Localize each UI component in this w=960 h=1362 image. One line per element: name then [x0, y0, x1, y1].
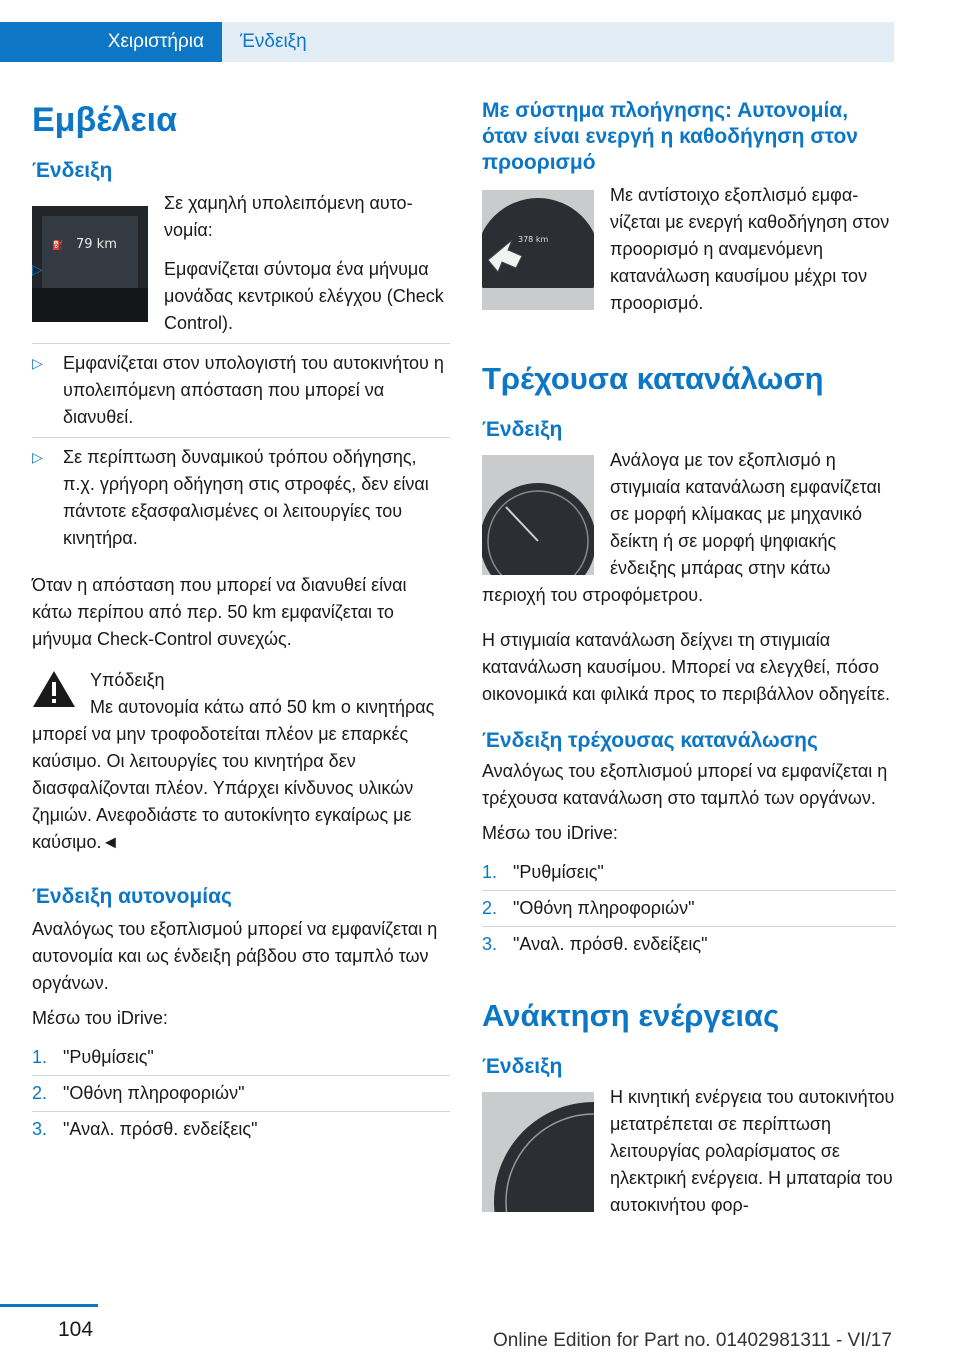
regen-text: Η κινητική ενέργεια του αυτοκινήτου μετατρέπεται σε περίπτωση λειτουργίας ρολαρίσματος σε ηλεκτρική ενέργεια. Η μπαταρία του αυτοκινήτου φορ- [610, 1087, 895, 1215]
consumption-text: Ανάλογα με τον εξοπλισμό η στιγμιαία κατανάλωση εμφανίζεται σε μορφή κλίμακας με μηχανικό δείκτη ή σε μορφή ψηφιακής ένδειξης μπάρας στην κάτω περιοχή του στροφόμετρου. [482, 450, 881, 605]
list-item [32, 250, 450, 343]
range-section [32, 190, 450, 343]
step-text: "Ρυθμίσεις" [513, 862, 604, 882]
note-text: Με αυτονομία κάτω από 50 km ο κινητήρας μπορεί να μην τροφοδοτείται πλέον με επαρκές καύσιμο. Οι λειτουργίες του κινητήρα δεν διασφαλίζονται πλέον. Υπάρχει κίνδυνος υλικών ζημιών. Ανεφοδιάστε το αυτοκίνητο εγκαίρως με καύσιμο.◄ [32, 697, 435, 852]
nav-section [482, 182, 896, 317]
steps-list-left [32, 1040, 450, 1147]
page-title-range: Εμβέλεια [32, 101, 177, 139]
subheading-display-3: Ένδειξη [482, 1055, 563, 1078]
list-item-text: Εμφανίζεται σύντομα ένα μήνυμα μονάδας κεντρικού ελέγχου (Check Control). [164, 259, 444, 333]
list-item-text: Εμφανίζεται στον υπολογιστή του αυτοκινήτου η υπολειπόμενη απόσταση που μπορεί να διανυθεί. [63, 353, 444, 427]
tab-display[interactable] [222, 22, 894, 62]
list-item [482, 927, 896, 962]
subheading-current-consumption: Ένδειξη τρέχουσας κατανάλωσης [482, 729, 818, 752]
page-number: 104 [58, 1318, 94, 1341]
step-number: 3. [32, 1119, 48, 1139]
consumption-paragraph: Η στιγμιαία κατανάλωση δείχνει τη στιγμιαία κατανάλωση καυσίμου. Μπορεί να ελεγχθεί, πόσο οικονομικά και φιλικά προς το περιβάλλον οδηγείτε. [482, 630, 891, 704]
triangle-bullet-icon: ▷ [32, 449, 43, 465]
regen-gauge-image [482, 1092, 594, 1212]
steps-list-right [482, 855, 896, 962]
warning-note [32, 667, 450, 856]
range-paragraph: Όταν η απόσταση που μπορεί να διανυθεί είναι κάτω περίπου από περ. 50 km εμφανίζεται το μήνυμα Check-Control συνεχώς. [32, 575, 407, 649]
triangle-bullet-icon: ▷ [32, 261, 43, 277]
step-text: "Αναλ. πρόσθ. ενδείξεις" [513, 934, 708, 954]
idrive-label-right: Μέσω του iDrive: [482, 823, 618, 843]
step-number: 2. [482, 898, 498, 918]
heading-energy-recovery: Ανάκτηση ενέργειας [482, 998, 780, 1033]
subheading-nav-range: Με σύστημα πλοήγησης: Αυτονομία, όταν είναι ενεργή η καθοδήγηση στον προορισμό [482, 99, 858, 174]
nav-text: Με αντίστοιχο εξοπλισμό εμφανίζεται με ενεργή καθοδήγηση στον προορισμό η αναμενόμενη κατανάλωση καυσίμου μέχρι τον προορισμό. [610, 185, 890, 313]
subheading-display-2: Ένδειξη [482, 418, 563, 441]
nav-gauge-image [482, 190, 594, 310]
range-value: 79 km [76, 237, 117, 252]
heading-current-consumption: Τρέχουσα κατανάλωση [482, 361, 824, 396]
efficient-dynamics-gauge-icon [482, 1092, 594, 1212]
range-bullets-more [32, 343, 450, 558]
triangle-bullet-icon: ▷ [32, 355, 43, 371]
regen-section [482, 1084, 896, 1219]
step-text: "Αναλ. πρόσθ. ενδείξεις" [63, 1119, 258, 1139]
consumption-gauge-icon [482, 455, 594, 575]
left-column [32, 100, 450, 1147]
list-item [482, 855, 896, 891]
list-item [32, 1076, 450, 1112]
list-item [32, 344, 450, 438]
svg-text:⛽: ⛽ [52, 241, 64, 251]
right-column [482, 100, 896, 1219]
footer-rule [0, 1304, 98, 1307]
consumption-section [482, 447, 896, 609]
gauge-arrow-icon [482, 190, 594, 310]
list-item [32, 438, 450, 558]
current-consumption-paragraph: Αναλόγως του εξοπλισμού μπορεί να εμφανίζεται η τρέχουσα κατανάλωση στο ταμπλό των οργάνων. [482, 761, 888, 808]
step-text: "Οθόνη πληροφοριών" [513, 898, 695, 918]
tab-display-label: Ένδειξη [240, 31, 307, 52]
list-item [32, 1112, 450, 1147]
list-item-text: Σε περίπτωση δυναμικού τρόπου οδήγησης, π.χ. γρήγορη οδήγηση στις στροφές, δεν είναι πάντοτε εξασφαλισμένες οι λειτουργίες του κινητήρα. [63, 447, 429, 548]
consumption-gauge-image [482, 455, 594, 575]
step-number: 2. [32, 1083, 48, 1103]
note-title: Υπόδειξη [90, 670, 165, 690]
nav-range-value: 378 km [518, 235, 549, 244]
step-number: 3. [482, 934, 498, 954]
step-number: 1. [482, 862, 498, 882]
range-display-paragraph: Αναλόγως του εξοπλισμού μπορεί να εμφανίζεται η αυτονομία και ως ένδειξη ράβδου στο ταμπλό των οργάνων. [32, 919, 438, 993]
step-text: "Ρυθμίσεις" [63, 1047, 154, 1067]
tab-controls[interactable] [0, 22, 222, 62]
idrive-label: Μέσω του iDrive: [32, 1008, 168, 1028]
subheading-range-display: Ένδειξη αυτονομίας [32, 885, 232, 908]
list-item [482, 891, 896, 927]
warning-triangle-icon [32, 669, 76, 709]
step-number: 1. [32, 1047, 48, 1067]
subheading-display: Ένδειξη [32, 159, 113, 182]
step-text: "Οθόνη πληροφοριών" [63, 1083, 245, 1103]
edition-text: Online Edition for Part no. 01402981311 - VI/17 [493, 1330, 892, 1351]
list-item [32, 1040, 450, 1076]
range-bullets [32, 250, 450, 343]
range-intro: Σε χαμηλή υπολειπόμενη αυτονομία: [164, 193, 413, 240]
tab-controls-label: Χειριστήρια [107, 31, 204, 52]
